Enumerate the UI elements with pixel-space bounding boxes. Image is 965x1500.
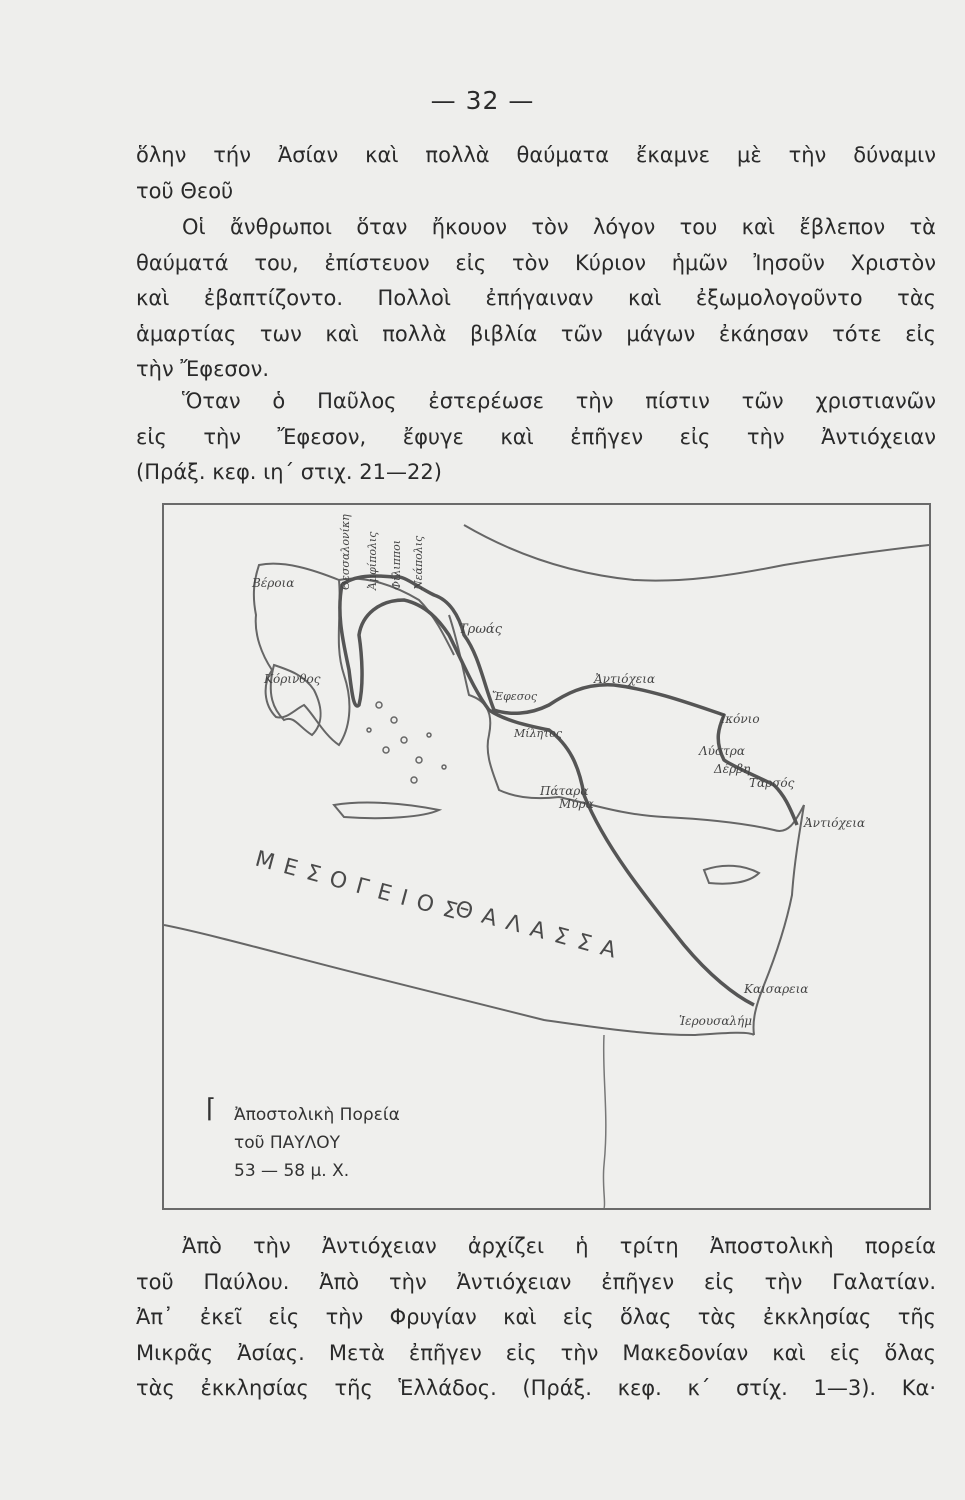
sea-label-2: ΘΑΛΑΣΣΑ bbox=[452, 896, 629, 967]
black-sea-coastline bbox=[464, 525, 929, 581]
page-number: — 32 — bbox=[430, 86, 535, 115]
text-line: εἰς τὴν Ἔφεσον, ἔφυγε καὶ ἐπῆγεν εἰς τὴν Ἀντιόχειαν bbox=[136, 424, 936, 449]
text-line: καὶ ἐβαπτίζοντο. Πολλοὶ ἐπήγαιναν καὶ ἐξωμολογοῦντο τὰς bbox=[136, 286, 936, 310]
paragraph-1 bbox=[136, 138, 936, 209]
paragraph-3 bbox=[136, 384, 936, 491]
label-lystra: Λύστρα bbox=[699, 744, 745, 758]
greece-coastline bbox=[254, 564, 350, 745]
text-line: τοῦ Θεοῦ bbox=[136, 178, 234, 203]
legend-bracket: ⌈ bbox=[206, 1094, 217, 1124]
text-line: ἁμαρτίας των καὶ πολλὰ βιβλία τῶν μάγων ἐκάησαν τότε εἰς bbox=[136, 321, 936, 346]
crete-island bbox=[334, 803, 439, 819]
label-ierousalim: Ἱερουσαλήμ bbox=[679, 1014, 753, 1028]
legend-line: 53 — 58 μ. Χ. bbox=[234, 1161, 350, 1181]
route-map bbox=[162, 503, 931, 1210]
africa-coastline bbox=[164, 925, 754, 1035]
label-amfipolis: Ἀμφίπολις bbox=[366, 531, 379, 590]
text-line: Ὅταν ὁ Παῦλος ἐστερέωσε τὴν πίστιν τῶν χριστιανῶν bbox=[182, 389, 936, 413]
label-filippoi: Φίλιπποι bbox=[390, 539, 403, 590]
text-line: τοῦ Παύλου. Ἀπὸ τὴν Ἀντιόχειαν ἐπῆγεν εἰς τὴν Γαλατίαν. bbox=[136, 1269, 936, 1294]
nile-river bbox=[603, 1035, 605, 1208]
legend-line: τοῦ ΠΑΥΛΟΥ bbox=[234, 1133, 341, 1153]
label-kaisareia: Καισαρεια bbox=[744, 982, 809, 996]
label-thessaloniki: Θεσσαλονίκη bbox=[339, 514, 352, 590]
label-veroia: Βέροια bbox=[252, 576, 295, 590]
text-line: τὴν Ἔφεσον. bbox=[136, 357, 269, 381]
text-line: θαύματά του, ἐπίστευον εἰς τὸν Κύριον ἡμῶν Ἰησοῦν Χριστὸν bbox=[136, 250, 936, 275]
label-myra: Μύρα bbox=[559, 797, 594, 811]
label-korinthos: Κόρινθος bbox=[264, 672, 321, 686]
text-line: τὰς ἐκκλησίας τῆς Ἑλλάδος. (Πράξ. κεφ. κ΄ στίχ. 1—3). Κα· bbox=[136, 1376, 936, 1400]
text-line: Ἀπ᾽ ἐκεῖ εἰς τὴν Φρυγίαν καὶ εἰς ὅλας τὰς ἐκκλησίας τῆς bbox=[136, 1305, 936, 1329]
label-troas: Τρωάς bbox=[459, 622, 502, 637]
text-line: (Πράξ. κεφ. ιη΄ στιχ. 21—22) bbox=[136, 460, 442, 484]
text-line: Ἀπὸ τὴν Ἀντιόχειαν ἀρχίζει ἡ τρίτη Ἀποστολικὴ πορεία bbox=[182, 1234, 936, 1258]
text-line: ὅλην τήν Ἀσίαν καὶ πολλὰ θαύματα ἔκαμνε μὲ τὴν δύναμιν bbox=[136, 143, 936, 167]
label-efesos: Ἔφεσος bbox=[492, 690, 537, 703]
label-tarsos: Ταρσός bbox=[749, 776, 795, 790]
paragraph-4 bbox=[136, 1229, 936, 1407]
cyprus-island bbox=[704, 866, 759, 884]
label-ikonio: Ἰκόνιο bbox=[719, 712, 760, 726]
label-miletos: Μίλητος bbox=[514, 727, 563, 740]
paragraph-2 bbox=[136, 210, 936, 388]
label-antiocheia-pisidia: Ἀντιόχεια bbox=[594, 672, 656, 686]
text-line: Μικρᾶς Ἀσίας. Μετὰ ἐπῆγεν εἰς τὴν Μακεδονίαν καὶ εἰς ὅλας bbox=[136, 1340, 936, 1365]
legend-line: Ἀποστολικὴ Πορεία bbox=[234, 1105, 400, 1125]
label-neapolis: Νεάπολις bbox=[412, 535, 425, 590]
label-derbe: Δέρβη bbox=[714, 762, 751, 776]
sea-label-1: ΜΕΣΟΓΕΙΟΣ bbox=[252, 846, 470, 928]
label-patara: Πάταρα bbox=[540, 784, 589, 798]
aegean-islands bbox=[367, 702, 446, 783]
levant-coastline bbox=[753, 805, 804, 1035]
label-antiocheia-syria: Ἀντιόχεια bbox=[804, 816, 866, 830]
text-line: Οἱ ἄνθρωποι ὅταν ἤκουον τὸν λόγον του καὶ ἔβλεπον τὰ bbox=[182, 215, 936, 239]
map-legend bbox=[206, 1094, 400, 1185]
